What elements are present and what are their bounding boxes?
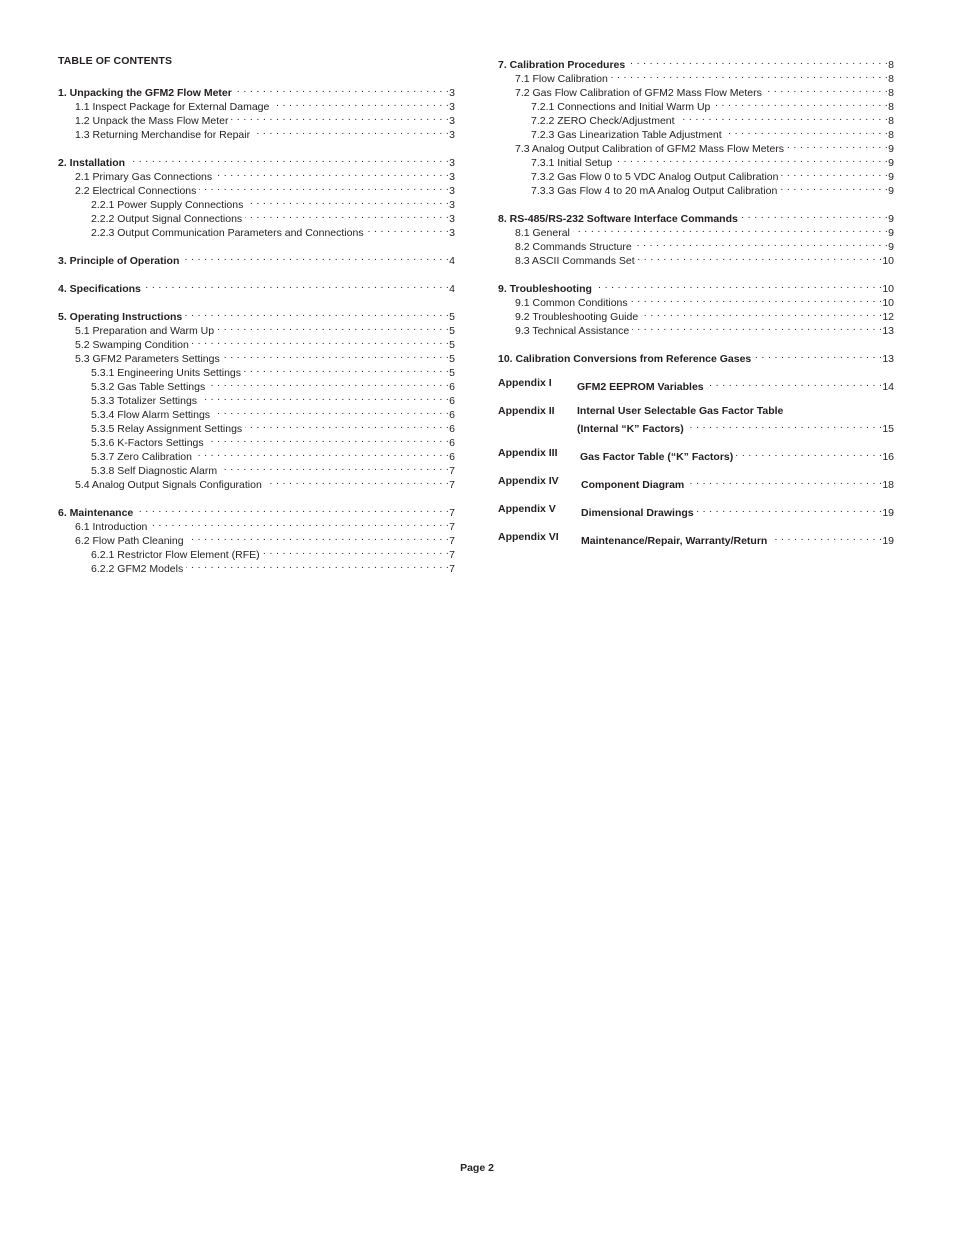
page-number: Page 2 [460,1162,494,1174]
toc-entry[interactable] [531,180,894,197]
toc-entry-page: 5 [449,325,455,337]
dot-leader [631,292,883,306]
toc-entry[interactable] [515,68,894,85]
appendix-entry-label: Component Diagram [581,479,685,491]
dot-leader [215,166,449,180]
toc-entry-label: 1. Unpacking the GFM2 Flow Meter [58,87,232,99]
toc-entry-page: 9 [888,213,894,225]
toc-entry-page: 7 [449,535,455,547]
toc-entry-page: 3 [449,227,455,239]
toc-entry-label: 7.2.1 Connections and Initial Warm Up [531,101,711,113]
toc-entry-page: 6 [449,423,455,435]
toc-entry-page: 7 [449,521,455,533]
toc-entry-page: 10 [882,283,894,295]
toc-entry[interactable] [91,194,455,211]
toc-entry-label: 5.4 Analog Output Signals Configuration [75,479,262,491]
toc-entry[interactable] [515,250,894,267]
toc-entry[interactable] [75,334,455,351]
toc-entry-label: 7.2 Gas Flow Calibration of GFM2 Mass Flow Meters [515,87,762,99]
toc-entry-label: 7.3.3 Gas Flow 4 to 20 mA Analog Output Calibration [531,185,778,197]
dot-leader [220,460,449,474]
dot-leader [235,82,449,96]
toc-entry-label: 5.3.7 Zero Calibration [91,451,192,463]
toc-entry-page: 12 [882,311,894,323]
toc-entry-label: 4. Specifications [58,283,141,295]
toc-entry-label: 8.2 Commands Structure [515,241,632,253]
toc-entry[interactable] [91,222,455,239]
appendix-entry-page: 16 [882,451,894,463]
toc-entry-label: 7.3.2 Gas Flow 0 to 5 VDC Analog Output Calibration [531,171,779,183]
dot-leader [595,278,882,292]
appendix-entry-page: 14 [882,381,894,393]
toc-entry[interactable] [498,348,894,365]
appendix-entry[interactable] [581,502,894,519]
toc-entry-page: 7 [449,507,455,519]
toc-entry-page: 8 [888,59,894,71]
dot-leader [713,96,888,110]
dot-leader [641,306,882,320]
dot-leader [199,180,449,194]
dot-leader [635,236,888,250]
toc-entry-label: 5.2 Swamping Condition [75,339,189,351]
toc-entry-page: 3 [449,199,455,211]
toc-entry-label: 5.3.4 Flow Alarm Settings [91,409,211,421]
toc-entry-label: 7.2.3 Gas Linearization Table Adjustment [531,129,722,141]
appendix-key: Appendix III [498,447,558,459]
toc-entry-label: 10. Calibration Conversions from Reference Gases [498,353,752,365]
toc-entry-label: 6.2 Flow Path Cleaning [75,535,184,547]
toc-entry[interactable] [91,418,455,435]
appendix-entry-page: 15 [882,423,894,435]
dot-leader [611,68,888,82]
appendix-entry-page: 18 [882,479,894,491]
toc-entry-label: 5.3.2 Gas Table Settings [91,381,206,393]
appendix-entry[interactable] [581,474,894,491]
toc-entry-page: 9 [888,171,894,183]
toc-entry[interactable] [75,474,455,491]
dot-leader [185,306,449,320]
toc-entry[interactable] [515,292,894,309]
dot-leader [182,250,449,264]
dot-leader [246,194,449,208]
appendix-entry-page: 19 [882,535,894,547]
dot-leader [741,208,888,222]
dot-leader [272,96,449,110]
toc-entry-label: 2.2.3 Output Communication Parameters and Connections [91,227,364,239]
toc-entry-label: 8. RS-485/RS-232 Software Interface Commands [498,213,738,225]
toc-title: TABLE OF CONTENTS [58,55,173,67]
toc-entry-label: 5.3.8 Self Diagnostic Alarm [91,465,218,477]
toc-entry[interactable] [58,152,455,169]
appendix-entry-page: 19 [882,507,894,519]
dot-leader [208,376,449,390]
toc-entry[interactable] [75,180,455,197]
appendix-entry[interactable] [577,418,894,435]
toc-entry-page: 7 [449,465,455,477]
toc-entry-page: 3 [449,87,455,99]
toc-entry-page: 9 [888,185,894,197]
toc-entry-label: 5. Operating Instructions [58,311,183,323]
toc-entry-page: 5 [449,353,455,365]
dot-leader [150,516,449,530]
toc-entry[interactable] [531,124,894,141]
toc-entry[interactable] [531,110,894,127]
toc-entry-label: 7.2.2 ZERO Check/Adjustment [531,115,675,127]
dot-leader [697,502,883,516]
toc-entry[interactable] [58,82,455,99]
toc-entry-label: 1.1 Inspect Package for External Damage [75,101,270,113]
dot-leader [736,446,882,460]
appendix-key: Appendix VI [498,531,559,543]
toc-entry-page: 3 [449,129,455,141]
toc-entry-label: 2. Installation [58,157,126,169]
appendix-entry-label: (Internal “K” Factors) [577,423,684,435]
dot-leader [136,502,449,516]
dot-leader [192,334,449,348]
toc-entry-label: 6.2.1 Restrictor Flow Element (RFE) [91,549,260,561]
toc-entry[interactable] [91,544,455,561]
toc-entry[interactable] [58,250,455,267]
toc-entry-page: 9 [888,157,894,169]
toc-entry[interactable] [91,208,455,225]
toc-entry-page: 7 [449,549,455,561]
dot-leader [678,110,889,124]
toc-entry-label: 5.1 Preparation and Warm Up [75,325,215,337]
toc-entry-label: 5.3.6 K-Factors Settings [91,437,204,449]
dot-leader [244,362,449,376]
toc-entry-label: 2.2.2 Output Signal Connections [91,213,243,225]
dot-leader [615,152,888,166]
dot-leader [144,278,449,292]
appendix-key: Appendix IV [498,475,559,487]
dot-leader [754,348,882,362]
toc-entry-label: 1.3 Returning Merchandise for Repair [75,129,251,141]
toc-entry-label: 9.2 Troubleshooting Guide [515,311,639,323]
toc-entry-label: 7.3 Analog Output Calibration of GFM2 Mass Flow Meters [515,143,785,155]
toc-entry-label: 5.3.3 Totalizer Settings [91,395,198,407]
toc-entry[interactable] [91,558,455,575]
toc-entry-label: 1.2 Unpack the Mass Flow Meter [75,115,229,127]
toc-entry-label: 8.3 ASCII Commands Set [515,255,635,267]
toc-entry-label: 5.3.5 Relay Assignment Settings [91,423,243,435]
toc-entry-label: 9. Troubleshooting [498,283,592,295]
toc-entry[interactable] [91,432,455,449]
dot-leader [707,376,883,390]
toc-entry-page: 3 [449,101,455,113]
dot-leader [687,418,883,432]
toc-entry[interactable] [91,446,455,463]
toc-entry-label: 7.3.1 Initial Setup [531,157,613,169]
toc-entry-page: 8 [888,87,894,99]
toc-entry[interactable] [498,278,894,295]
dot-leader [781,166,888,180]
toc-entry[interactable] [498,208,894,225]
toc-entry[interactable] [515,222,894,239]
appendix-title[interactable]: Internal User Selectable Gas Factor Table [577,405,784,417]
toc-entry-page: 7 [449,563,455,575]
toc-entry-page: 5 [449,311,455,323]
appendix-entry-label: Dimensional Drawings [581,507,694,519]
toc-entry-page: 8 [888,101,894,113]
toc-entry-page: 10 [882,255,894,267]
toc-entry-label: 7. Calibration Procedures [498,59,626,71]
dot-leader [780,180,888,194]
toc-entry-label: 3. Principle of Operation [58,255,180,267]
toc-entry-label: 7.1 Flow Calibration [515,73,608,85]
toc-entry-page: 9 [888,143,894,155]
dot-leader [725,124,888,138]
toc-entry-page: 3 [449,213,455,225]
toc-entry-page: 6 [449,451,455,463]
dot-leader [245,208,449,222]
dot-leader [253,124,449,138]
toc-entry-page: 8 [888,129,894,141]
toc-entry-page: 5 [449,367,455,379]
toc-entry-label: 6.1 Introduction [75,521,148,533]
toc-entry[interactable] [515,320,894,337]
dot-leader [207,432,450,446]
appendix-entry[interactable] [581,530,894,547]
toc-entry-page: 3 [449,157,455,169]
toc-entry[interactable] [515,138,894,155]
toc-entry-label: 6. Maintenance [58,507,134,519]
toc-entry-page: 9 [888,227,894,239]
dot-leader [263,544,450,558]
dot-leader [213,404,449,418]
toc-entry[interactable] [498,54,894,71]
appendix-entry[interactable] [577,376,894,393]
toc-entry[interactable] [75,320,455,337]
toc-entry-page: 8 [888,73,894,85]
toc-entry-label: 2.2 Electrical Connections [75,185,197,197]
toc-entry[interactable] [515,306,894,323]
appendix-entry-label: Gas Factor Table (“K” Factors) [580,451,734,463]
toc-entry[interactable] [515,82,894,99]
dot-leader [223,348,449,362]
toc-entry-page: 3 [449,185,455,197]
toc-entry-label: 2.1 Primary Gas Connections [75,171,213,183]
dot-leader [632,320,882,334]
appendix-key: Appendix V [498,503,556,515]
appendix-entry-label: GFM2 EEPROM Variables [577,381,704,393]
toc-entry-page: 5 [449,339,455,351]
dot-leader [265,474,449,488]
toc-entry[interactable] [75,166,455,183]
toc-entry[interactable] [515,236,894,253]
toc-entry-page: 10 [882,297,894,309]
dot-leader [687,474,882,488]
toc-entry-page: 6 [449,395,455,407]
appendix-entry[interactable] [580,446,894,463]
toc-entry-page: 6 [449,409,455,421]
dot-leader [195,446,449,460]
toc-entry-label: 2.2.1 Power Supply Connections [91,199,244,211]
toc-entry[interactable] [75,348,455,365]
toc-entry-label: 9.3 Technical Assistance [515,325,630,337]
dot-leader [628,54,888,68]
toc-entry-page: 4 [449,255,455,267]
toc-entry[interactable] [91,376,455,393]
toc-entry-page: 4 [449,283,455,295]
toc-entry-page: 8 [888,115,894,127]
toc-entry-label: 9.1 Common Conditions [515,297,628,309]
appendix-key: Appendix I [498,377,552,389]
toc-entry[interactable] [91,362,455,379]
dot-leader [231,110,449,124]
toc-entry[interactable] [75,124,455,141]
appendix-key: Appendix II [498,405,555,417]
dot-leader [217,320,449,334]
toc-entry-page: 7 [449,479,455,491]
toc-entry[interactable] [91,460,455,477]
toc-entry[interactable] [91,390,455,407]
dot-leader [573,222,888,236]
toc-entry-label: 5.3.1 Engineering Units Settings [91,367,242,379]
dot-leader [245,418,449,432]
toc-entry-page: 6 [449,437,455,449]
dot-leader [200,390,449,404]
toc-entry[interactable] [75,110,455,127]
toc-entry[interactable] [58,278,455,295]
toc-entry-label: 6.2.2 GFM2 Models [91,563,184,575]
toc-entry[interactable] [531,152,894,169]
dot-leader [787,138,888,152]
toc-entry-page: 6 [449,381,455,393]
toc-entry[interactable] [91,404,455,421]
dot-leader [367,222,450,236]
toc-entry[interactable] [58,306,455,323]
toc-entry-page: 3 [449,115,455,127]
toc-entry-page: 3 [449,171,455,183]
appendix-entry-label: Maintenance/Repair, Warranty/Return [581,535,768,547]
toc-entry-page: 9 [888,241,894,253]
toc-entry-label: 5.3 GFM2 Parameters Settings [75,353,220,365]
dot-leader [770,530,882,544]
toc-entry-page: 13 [882,325,894,337]
toc-entry[interactable] [75,516,455,533]
dot-leader [187,530,450,544]
dot-leader [638,250,883,264]
dot-leader [765,82,888,96]
dot-leader [186,558,449,572]
toc-entry-page: 13 [882,353,894,365]
toc-entry-label: 8.1 General [515,227,570,239]
toc-entry[interactable] [531,166,894,183]
toc-entry[interactable] [75,96,455,113]
dot-leader [128,152,449,166]
toc-entry[interactable] [58,502,455,519]
toc-entry[interactable] [75,530,455,547]
toc-entry[interactable] [531,96,894,113]
